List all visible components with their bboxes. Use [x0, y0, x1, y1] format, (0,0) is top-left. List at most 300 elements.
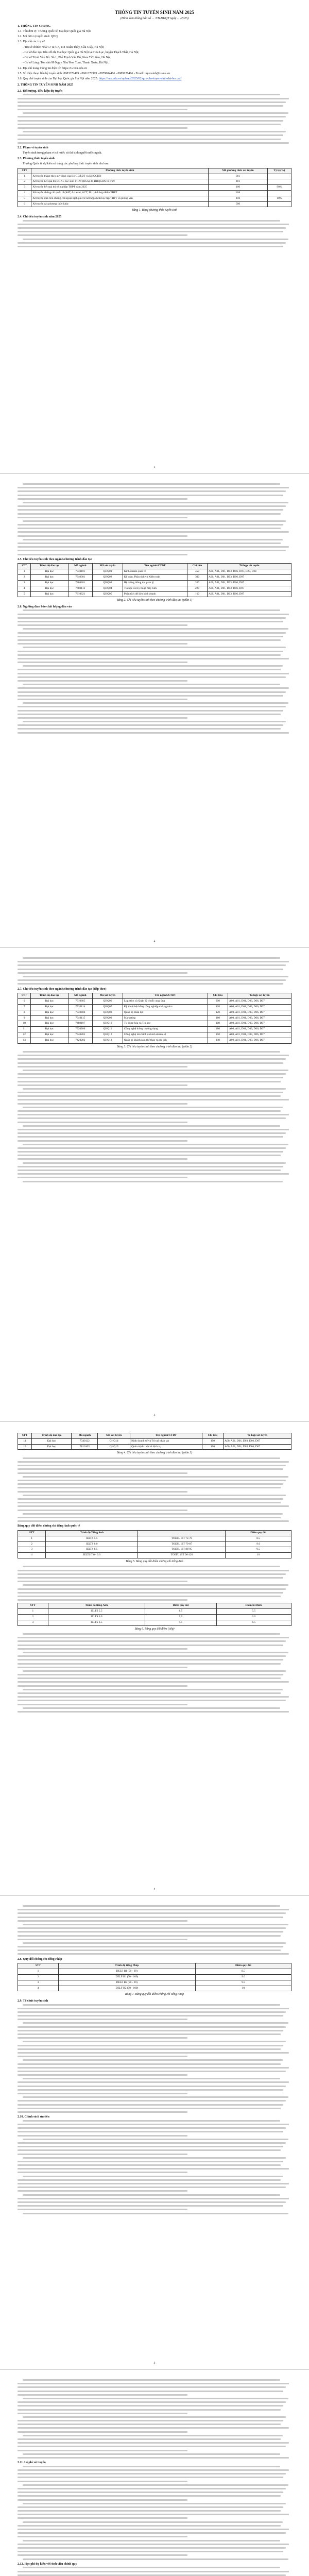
subsection-heading: 2.3. Phương thức tuyển sinh	[18, 157, 55, 161]
subsection-heading: 2.9. Tổ chức tuyển sinh	[18, 1999, 48, 2003]
table-row	[18, 196, 291, 201]
subsection-heading: 2.10. Chính sách ưu tiên	[18, 2115, 49, 2119]
page-number: 3	[153, 1414, 156, 1417]
table-header-cell	[138, 1530, 226, 1536]
table-caption: Bảng 7. Bảng quy đổi điểm chứng chỉ tiếng Pháp	[125, 1993, 184, 1996]
table-cell: 8	[18, 1010, 31, 1015]
table-cell: DELF B2 (50 - 69)	[58, 1980, 195, 1986]
table-cell: QHQ04	[93, 586, 123, 591]
table-cell: 120	[208, 1004, 228, 1010]
illegible-text-line	[18, 1592, 283, 1594]
table-cell: 1	[18, 174, 31, 179]
table-cell: Kinh doanh số và Trí tuệ nhân tạo	[130, 1438, 202, 1444]
illegible-text-line	[18, 2473, 286, 2475]
table-header-cell: Trình độ đào tạo	[31, 993, 68, 999]
table-cell: 6	[18, 201, 31, 207]
table-cell: 9.0	[145, 1615, 216, 1620]
table-row	[18, 191, 291, 196]
illegible-text-line	[18, 1700, 286, 1701]
table-header-cell: Chỉ tiêu	[202, 1433, 224, 1439]
illegible-text-line	[18, 2450, 187, 2451]
illegible-text-line	[18, 1062, 283, 1064]
table-cell: Đại học	[31, 591, 68, 597]
table-cell: 9.0	[226, 1541, 291, 1547]
table-cell: 7340205	[68, 1032, 92, 1038]
table-cell: 4	[18, 586, 31, 591]
admission-methods-table	[18, 168, 291, 208]
illegible-text-line	[18, 242, 286, 244]
table-header-cell: Mã xét tuyển	[98, 1433, 130, 1439]
table-cell: 1	[18, 1969, 59, 1975]
illegible-text-line	[18, 1667, 187, 1668]
illegible-text-line	[18, 2100, 286, 2102]
illegible-text-line	[23, 2004, 280, 2006]
table-cell: A00, A01, D01, D03, D06, D07	[208, 575, 291, 581]
quota-table-1	[18, 563, 291, 597]
table-cell: A00, A01, D01, D03, D06, D07, D23, D24	[208, 569, 291, 575]
illegible-text-line	[18, 624, 187, 626]
table-cell: 140	[208, 1038, 228, 1043]
table-row	[18, 1974, 291, 1980]
illegible-text-line	[18, 2127, 286, 2129]
illegible-text-line	[18, 1935, 281, 1937]
table-header-cell: Tổ hợp xét tuyển	[224, 1433, 291, 1439]
table-cell: Quản trị khách sạn, thể thao và du lịch	[123, 1038, 208, 1043]
table-cell: A00, A01, D01, D03, D06, D07	[228, 1021, 291, 1027]
illegible-text-line	[18, 2190, 187, 2192]
illegible-text-line	[18, 2063, 281, 2065]
body-text-block	[18, 2120, 291, 2214]
illegible-text-line	[23, 483, 280, 485]
table-cell: 7420202	[68, 1038, 92, 1043]
illegible-text-line	[18, 1517, 281, 1518]
illegible-text-line	[18, 717, 187, 719]
illegible-text-line	[18, 531, 289, 533]
body-text-block	[18, 2004, 291, 2113]
illegible-text-line	[18, 2554, 187, 2556]
illegible-text-line	[18, 1939, 187, 1940]
illegible-text-line	[23, 2453, 280, 2455]
illegible-text-line	[18, 2111, 187, 2113]
table-cell: QHQ02	[93, 575, 123, 581]
illegible-text-line	[23, 1905, 280, 1907]
illegible-text-line	[18, 1663, 281, 1665]
illegible-text-line	[23, 1707, 280, 1709]
table-cell: QHQ05	[93, 591, 123, 597]
illegible-text-line	[18, 1151, 283, 1153]
table-cell: 9.5	[145, 1620, 216, 1625]
table-cell: 100	[202, 1444, 224, 1450]
illegible-text-line	[18, 1099, 289, 1100]
table-cell: 220	[187, 586, 208, 591]
illegible-text-line	[18, 1498, 283, 1500]
table-cell: 5	[18, 196, 31, 201]
illegible-text-line	[23, 520, 286, 522]
table-cell: Xét tuyển chứng chỉ quốc tế (SAT, A-Level, ACT, IB...) kết hợp điểm THPT	[31, 191, 209, 196]
illegible-text-line	[23, 2540, 280, 2541]
illegible-text-line	[18, 2457, 289, 2459]
body-text-block	[18, 1051, 291, 1182]
illegible-text-line	[18, 2394, 187, 2396]
illegible-text-line	[18, 1681, 289, 1683]
illegible-text-line	[23, 1125, 280, 1127]
illegible-text-line	[18, 2514, 289, 2515]
table-cell: A00, A01, D01, D03, D06, D07	[228, 1027, 291, 1032]
illegible-text-line	[18, 2499, 187, 2501]
illegible-text-line	[23, 2041, 286, 2042]
table-row	[18, 1986, 291, 1991]
table-row	[18, 569, 291, 575]
table-header-cell: STT	[18, 1530, 46, 1536]
illegible-text-line	[18, 2089, 283, 2091]
table-row	[18, 1541, 291, 1547]
table-cell: 7810103	[72, 1444, 98, 1450]
illegible-text-line	[18, 524, 283, 526]
table-cell: Marketing	[123, 1015, 208, 1021]
illegible-text-line	[18, 487, 289, 488]
table-cell: 7480107	[68, 1021, 92, 1027]
table-cell: IELTS 5.5	[46, 1536, 138, 1541]
illegible-text-line	[18, 1166, 283, 1167]
table-cell: A00, A01, D01, D03, D06, D07	[208, 591, 291, 597]
table-cell	[267, 191, 291, 196]
table-header-cell: Mã ngành	[68, 993, 92, 999]
illegible-text-line	[23, 628, 288, 630]
illegible-text-line	[18, 2551, 283, 2552]
illegible-text-line	[23, 539, 283, 540]
table-cell: 9.0	[195, 1974, 291, 1980]
illegible-text-line	[18, 535, 187, 537]
body-text-block	[18, 1566, 291, 1601]
table-header-cell: Tên ngành/CTĐT	[123, 564, 187, 569]
table-cell: 1	[18, 1536, 46, 1541]
table-cell: 6.0	[216, 1615, 291, 1620]
table-cell: Đại học	[31, 575, 68, 581]
illegible-text-line	[18, 505, 286, 507]
illegible-text-line	[18, 120, 283, 122]
illegible-text-line	[18, 1055, 289, 1056]
table-cell: Đại học	[31, 999, 68, 1005]
table-cell: 408	[209, 191, 267, 196]
table-cell: Đại học	[31, 586, 68, 591]
illegible-text-line	[18, 1711, 289, 1713]
body-text-block	[18, 957, 291, 985]
table-cell: 6	[18, 999, 31, 1005]
table-row	[18, 1536, 291, 1541]
illegible-text-line	[23, 2059, 283, 2061]
illegible-text-line	[18, 2074, 187, 2076]
illegible-text-line	[23, 1107, 283, 1108]
illegible-text-line	[18, 2547, 286, 2549]
document-subtitle: (Đính kèm thông báo số ... /TB-ĐHQT ngày ... /2025)	[120, 16, 189, 21]
table-row	[18, 1969, 291, 1975]
illegible-text-line	[23, 1051, 280, 1053]
table-cell: Tự động hóa và Tin học	[123, 1021, 208, 1027]
illegible-text-line	[18, 2026, 286, 2028]
illegible-text-line	[18, 2431, 187, 2433]
illegible-text-line	[18, 2019, 187, 2020]
table-cell: 15	[18, 1444, 32, 1450]
table-cell: 8.5	[145, 1609, 216, 1615]
info-line: 1.4. Địa chỉ trang thông tin điện tử: https://is.vnu.edu.vn	[18, 66, 88, 70]
page-number: 2	[153, 940, 156, 943]
illegible-text-line	[18, 1177, 187, 1178]
body-text-block	[18, 1633, 291, 1713]
illegible-text-line	[23, 2078, 280, 2079]
table-row	[18, 179, 291, 185]
illegible-text-line	[18, 1596, 281, 1597]
table-cell: DELF B1 (50 - 69)	[58, 1969, 195, 1975]
table-cell: Quản trị nhân lực	[123, 1010, 208, 1015]
illegible-text-line	[18, 2172, 187, 2173]
illegible-text-line	[18, 1487, 281, 1488]
illegible-text-line	[23, 1495, 286, 1496]
illegible-text-line	[18, 1095, 281, 1097]
body-text-block	[18, 2466, 291, 2560]
illegible-text-line	[18, 1953, 289, 1955]
illegible-text-line	[23, 239, 288, 240]
table-caption: Bảng 2. Chỉ tiêu tuyển sinh theo chương trình đào tạo (phần 1)	[116, 599, 193, 602]
illegible-text-line	[23, 2379, 280, 2381]
table-cell: QHQ09	[93, 1015, 123, 1021]
illegible-text-line	[18, 732, 289, 734]
table-cell: 10	[195, 1986, 291, 1991]
body-text-block	[18, 94, 291, 143]
illegible-text-line	[18, 2142, 286, 2144]
illegible-text-line	[18, 2438, 281, 2440]
table-cell: A00, A01, D01, D03, D06, D07	[208, 580, 291, 586]
illegible-text-line	[18, 2209, 187, 2210]
table-cell: 7340301	[68, 575, 92, 581]
table-cell: 2	[18, 575, 31, 581]
illegible-text-line	[18, 2544, 289, 2545]
illegible-text-line	[23, 1670, 286, 1672]
table-cell: 9.5	[195, 1980, 291, 1986]
table-row	[18, 575, 291, 581]
body-text: Tuyển sinh trong phạm vi cả nước và thí sinh người nước ngoài.	[23, 151, 102, 155]
table-cell: Đại học	[32, 1438, 72, 1444]
illegible-text-line	[18, 2093, 187, 2094]
illegible-text-line	[18, 699, 187, 700]
table-header-cell: STT	[18, 168, 31, 174]
table-cell: 13	[18, 1038, 31, 1043]
illegible-text-line	[23, 2096, 288, 2098]
table-cell: QHQ12	[93, 1032, 123, 1038]
table-cell: 7520114	[68, 1004, 92, 1010]
page-number: 5	[153, 2362, 156, 2365]
illegible-text-line	[18, 2164, 281, 2166]
illegible-text-line	[23, 2416, 286, 2418]
table-cell: 4	[18, 191, 31, 196]
illegible-text-line	[18, 134, 283, 136]
illegible-text-line	[18, 1909, 289, 1910]
illegible-text-line	[18, 116, 286, 117]
table-cell: 7480112	[68, 586, 92, 591]
illegible-text-line	[23, 1144, 288, 1145]
page-6	[0, 2370, 309, 2576]
table-header-cell: Điểm tối thiểu	[216, 1603, 291, 1609]
table-row	[18, 1620, 291, 1625]
illegible-text-line	[18, 2446, 286, 2447]
table-cell: 7340101	[68, 569, 92, 575]
illegible-text-line	[18, 1917, 283, 1918]
illegible-text-line	[18, 1147, 286, 1149]
table-header-cell: Tên ngành/CTĐT	[130, 1433, 202, 1439]
table-cell: Đại học	[32, 1444, 72, 1450]
table-cell: IELTS 6.5	[48, 1620, 145, 1625]
illegible-text-line	[18, 546, 289, 548]
regulation-link[interactable]: https://vnu.edu.vn/upload/2025/02/quy-che-tuyen-sinh-dai-hoc.pdf	[98, 77, 182, 81]
illegible-text-line	[18, 1103, 187, 1105]
illegible-text-line	[18, 2492, 283, 2493]
table-header-cell: Điểm quy đổi	[145, 1603, 216, 1609]
table-cell: Đại học	[31, 1004, 68, 1010]
illegible-text-line	[18, 1073, 286, 1075]
illegible-text-line	[18, 490, 286, 492]
table-cell: A00, A01, D01, D03, D06, D07	[228, 1010, 291, 1015]
illegible-text-line	[18, 1950, 281, 1951]
illegible-text-line	[18, 654, 281, 656]
illegible-text-line	[18, 517, 187, 518]
info-line: 1.3. Địa chỉ các trụ sở:	[18, 40, 46, 44]
illegible-text-line	[18, 246, 283, 247]
illegible-text-line	[18, 1155, 281, 1156]
illegible-text-line	[18, 513, 281, 515]
illegible-text-line	[23, 1652, 288, 1653]
english-conversion-table-2	[18, 1603, 291, 1625]
illegible-text-line	[18, 2037, 187, 2039]
table-row	[18, 185, 291, 191]
illegible-text-line	[18, 2146, 283, 2147]
table-cell: IELTS 5.5	[48, 1609, 145, 1615]
illegible-text-line	[23, 957, 280, 959]
section-heading: 1. THÔNG TIN CHUNG	[18, 25, 51, 28]
table-cell: QHQ10	[93, 1021, 123, 1027]
illegible-text-line	[23, 1513, 283, 1515]
table-row	[18, 586, 291, 591]
illegible-text-line	[23, 721, 286, 722]
illegible-text-line	[23, 2139, 288, 2140]
table-cell: QHQ01	[93, 569, 123, 575]
table-row	[18, 1609, 291, 1615]
illegible-text-line	[18, 2183, 289, 2184]
illegible-text-line	[18, 550, 286, 551]
illegible-text-line	[18, 969, 283, 970]
table-cell: A00, A01, D01, D03, D06, D07	[208, 586, 291, 591]
table-header-cell: STT	[18, 564, 31, 569]
subsection-heading: 2.2. Phạm vi tuyển sinh	[18, 146, 48, 149]
table-cell: 3	[18, 1620, 48, 1625]
illegible-text-line	[18, 2048, 281, 2050]
table-header-cell: Mã ngành	[72, 1433, 98, 1439]
french-conversion-table	[18, 1963, 291, 1991]
illegible-text-line	[23, 2176, 283, 2177]
illegible-text-line	[18, 1704, 187, 1705]
subsection-heading: 2.11. Lệ phí xét tuyển	[18, 2461, 46, 2465]
illegible-text-line	[18, 1692, 281, 1694]
info-line	[18, 77, 291, 81]
section-heading: 2. THÔNG TIN TUYỂN SINH NĂM 2025	[18, 83, 74, 87]
table-cell: 7520206	[68, 1027, 92, 1032]
illegible-text-line	[18, 2495, 281, 2497]
illegible-text-line	[18, 728, 281, 730]
illegible-text-line	[18, 2011, 286, 2013]
table-cell: 100	[202, 1438, 224, 1444]
table-cell: 11	[18, 1027, 31, 1032]
table-caption: Bảng 4. Chỉ tiêu tuyển sinh theo chương trình đào tạo (phần 3)	[116, 1451, 193, 1455]
illegible-text-line	[18, 2108, 281, 2109]
illegible-text-line	[23, 2503, 286, 2504]
table-cell: 300	[187, 575, 208, 581]
illegible-text-line	[18, 1136, 283, 1138]
table-cell: A00, A01, D01, D03, D06, D07	[224, 1438, 291, 1444]
illegible-text-line	[23, 1088, 286, 1090]
table-cell: A00, A01, D01, D03, D06, D07	[228, 1032, 291, 1038]
illegible-text-line	[23, 502, 288, 503]
illegible-text-line	[18, 2510, 281, 2512]
table-header-cell: STT	[18, 993, 31, 999]
illegible-text-line	[18, 1599, 187, 1601]
illegible-text-line	[18, 964, 286, 966]
table-caption: Bảng 5. Bảng quy đổi điểm chứng chỉ tiếng Anh	[126, 1560, 183, 1564]
page-1	[0, 0, 309, 474]
quota-table-3	[18, 1433, 291, 1450]
illegible-text-line	[18, 636, 283, 637]
table-cell: Kế toán, Phân tích và Kiểm toán	[123, 575, 187, 581]
illegible-text-line	[18, 1570, 289, 1571]
table-row	[18, 1015, 291, 1021]
illegible-text-line	[18, 2135, 187, 2137]
illegible-text-line	[18, 1170, 281, 1171]
table-cell: Công nghệ thông tin ứng dụng	[123, 1027, 208, 1032]
illegible-text-line	[23, 2558, 288, 2560]
illegible-text-line	[18, 2391, 283, 2392]
table-cell: 3	[18, 580, 31, 586]
table-cell: Quản trị du lịch và dịch vụ	[130, 1444, 202, 1450]
illegible-text-line	[23, 976, 288, 977]
table-cell: 12	[18, 1032, 31, 1038]
table-header-cell: Mã phương thức xét tuyển	[209, 168, 267, 174]
body-text-block	[18, 1458, 291, 1522]
table-cell: A00, A01, D01, D03, D06, D07	[224, 1444, 291, 1450]
illegible-text-line	[23, 2213, 288, 2214]
table-caption: Bảng 6. Bảng quy đổi điểm (tiếp)	[134, 1627, 175, 1631]
table-cell: 500	[209, 201, 267, 207]
table-header-cell: Tỷ lệ (%)	[267, 168, 291, 174]
illegible-text-line	[18, 691, 286, 693]
illegible-text-line	[18, 139, 281, 140]
illegible-text-line	[18, 1946, 283, 1947]
table-cell: 401	[209, 179, 267, 185]
illegible-text-line	[18, 498, 187, 500]
illegible-text-line	[23, 2521, 283, 2523]
table-cell: A00, A01, D01, D03, D06, D07	[228, 999, 291, 1005]
illegible-text-line	[18, 614, 289, 615]
illegible-text-line	[18, 1640, 286, 1642]
table-cell: 9.5	[226, 1547, 291, 1553]
table-cell: TOEFL iBT 79-87	[138, 1541, 226, 1547]
illegible-text-line	[18, 224, 289, 225]
info-line: 1.5. Số điện thoại liên hệ tuyển sinh: 0983372499 - 0961372999 - 0979004466 - 0989126466 - Email: tuyensinh@isvnu.vn	[18, 72, 170, 75]
illegible-text-line	[23, 647, 286, 648]
illegible-text-line	[23, 1689, 283, 1690]
illegible-text-line	[18, 127, 187, 129]
table-header-cell: Mã xét tuyển	[93, 564, 123, 569]
body-text-block	[18, 2379, 291, 2459]
illegible-text-line	[18, 1696, 289, 1698]
illegible-text-line	[18, 617, 286, 619]
table-cell: Đại học	[31, 1010, 68, 1015]
